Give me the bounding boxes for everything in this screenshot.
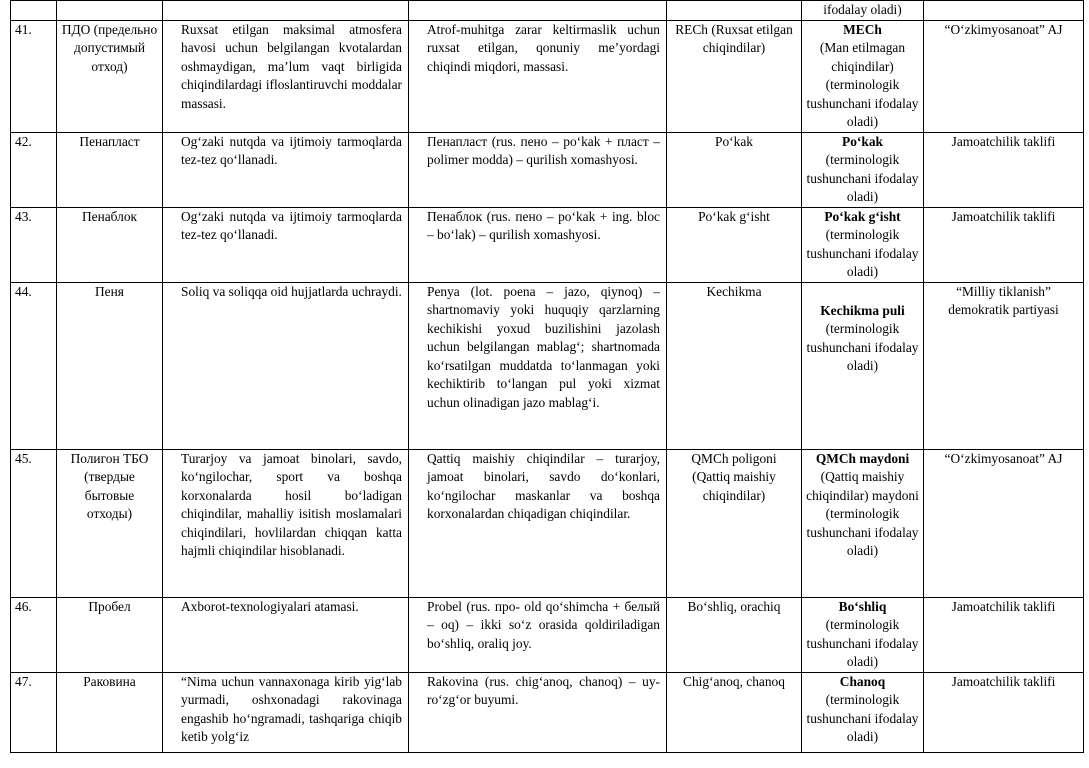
cell-term: Пенаблок [57, 207, 163, 282]
cell-usage: Turarjoy va jamoat binolari, savdo, ko‘ngilochar, sport va boshqa korxonalarda hosil bo‘ladigan chiqindilar, mahalliy isitish moslamalari chiqindilari, hovlilardan chiqqan katta hajmli chiqindilar hisoblanadi. [163, 449, 409, 597]
recommended-note: (Man etilmagan chiqindilar) (terminologik tushunchani ifodalay oladi) [806, 40, 919, 129]
recommended-term: Chanoq [839, 673, 886, 689]
cell-source: “O‘zkimyosanoat” AJ [924, 20, 1084, 132]
recommended-term: MECh [843, 21, 882, 37]
table-row [11, 672, 1084, 752]
cell-variant: Kechikma [667, 282, 802, 449]
cell-num: 43. [11, 207, 57, 282]
cell-meaning: Probel (rus. про- old qo‘shimcha + белый – oq) – ikki so‘z orasida qoldiriladigan bo‘shliq, oraliq joy. [409, 597, 667, 672]
table-row [11, 132, 1084, 207]
recommended-note: (terminologik tushunchani ifodalay oladi) [806, 617, 919, 669]
cell-num: 45. [11, 449, 57, 597]
cell-meaning: Пенаблок (rus. пено – po‘kak + ing. bloc – bo‘lak) – qurilish xomashyosi. [409, 207, 667, 282]
cell-usage: Soliq va soliqqa oid hujjatlarda uchraydi. [163, 282, 409, 449]
cell-recommended [802, 1, 924, 21]
cell-usage: Axborot-texnologiyalari atamasi. [163, 597, 409, 672]
recommended-note: (terminologik tushunchani ifodalay oladi) [806, 321, 919, 373]
cell-usage: Og‘zaki nutqda va ijtimoiy tarmoqlarda tez-tez qo‘llanadi. [163, 132, 409, 207]
cell-recommended [802, 207, 924, 282]
cell-source: Jamoatchilik taklifi [924, 207, 1084, 282]
table-row [11, 207, 1084, 282]
document-page [10, 0, 1089, 753]
cell-recommended [802, 449, 924, 597]
cell-num: 42. [11, 132, 57, 207]
cell-term [57, 1, 163, 21]
cell-variant: QMCh poligoni (Qattiq maishiy chiqindilar) [667, 449, 802, 597]
cell-source: Jamoatchilik taklifi [924, 597, 1084, 672]
cell-usage: Ruxsat etilgan maksimal atmosfera havosi uchun belgilangan kvotalardan oshmaydigan, ma’lum vaqt birligida chiqindilardagi ifloslantiruvchi moddalar massasi. [163, 20, 409, 132]
cell-source [924, 1, 1084, 21]
cell-source: Jamoatchilik taklifi [924, 672, 1084, 752]
recommended-note: (terminologik tushunchani ifodalay oladi) [806, 692, 919, 744]
cell-meaning [409, 1, 667, 21]
cell-meaning: Atrof-muhitga zarar keltirmaslik uchun ruxsat etilgan, qonuniy me’yordagi chiqindi miqdori, massasi. [409, 20, 667, 132]
cell-variant: RECh (Ruxsat etilgan chiqindilar) [667, 20, 802, 132]
cell-meaning: Qattiq maishiy chiqindilar – turarjoy, jamoat binolari, savdo do‘konlari, ko‘ngilochar maskanlar va boshqa korxonalardan chiqadigan chiqindilar. [409, 449, 667, 597]
table-row [11, 449, 1084, 597]
cell-meaning: Penya (lot. poena – jazo, qiynoq) – shartnomaviy yoki huquqiy qarzlarning kechikishi yoxud buzilishini jazolash uchun belgilangan mablag‘; shartnomada ko‘rsatilgan muddatda to‘lanmagan yoki kechiktirib to‘langan pul yoki xizmat uchun olinadigan jazo mablag‘i. [409, 282, 667, 449]
cell-variant: Po‘kak g‘isht [667, 207, 802, 282]
cell-meaning: Rakovina (rus. chig‘anoq, chanoq) – uy-ro‘zg‘or buyumi. [409, 672, 667, 752]
cell-variant: Po‘kak [667, 132, 802, 207]
cell-recommended [802, 597, 924, 672]
recommended-term: Po‘kak g‘isht [824, 208, 901, 224]
cell-variant [667, 1, 802, 21]
recommended-term: Kechikma puli [820, 302, 905, 318]
recommended-note: (terminologik tushunchani ifodalay oladi) [806, 152, 919, 204]
recommended-note: (terminologik tushunchani ifodalay oladi) [806, 227, 919, 279]
recommended-term: Bo‘shliq [838, 598, 887, 614]
cell-usage: “Nima uchun vannaxonaga kirib yig‘lab yurmadi, oshxonadagi rakovinaga engashib ho‘ngramadi, tashqariga chiqib ketib yolg‘iz [163, 672, 409, 752]
cell-term: Пробел [57, 597, 163, 672]
cell-variant: Chig‘anoq, chanoq [667, 672, 802, 752]
cell-num: 41. [11, 20, 57, 132]
cell-source: “Milliy tiklanish” demokratik partiyasi [924, 282, 1084, 449]
cell-source: “O‘zkimyosanoat” AJ [924, 449, 1084, 597]
cell-term: Раковина [57, 672, 163, 752]
recommended-note: ifodalay oladi) [823, 2, 902, 17]
table-row [11, 20, 1084, 132]
recommended-term: QMCh maydoni [815, 450, 910, 466]
cell-term: Полигон ТБО (твердые бытовые отходы) [57, 449, 163, 597]
cell-num: 47. [11, 672, 57, 752]
recommended-note: (Qattiq maishiy chiqindilar) maydoni (terminologik tushunchani ifodalay oladi) [806, 469, 919, 558]
cell-variant: Bo‘shliq, orachiq [667, 597, 802, 672]
table-row [11, 282, 1084, 449]
cell-recommended [802, 132, 924, 207]
cell-recommended [802, 282, 924, 449]
cell-meaning: Пенапласт (rus. пено – po‘kak + пласт – polimer modda) – qurilish xomashyosi. [409, 132, 667, 207]
cell-recommended [802, 20, 924, 132]
cell-usage: Og‘zaki nutqda va ijtimoiy tarmoqlarda tez-tez qo‘llanadi. [163, 207, 409, 282]
terms-table [10, 0, 1084, 753]
cell-num: 44. [11, 282, 57, 449]
cell-recommended [802, 672, 924, 752]
recommended-term: Po‘kak [842, 133, 883, 149]
table-row-continuation [11, 1, 1084, 21]
cell-term: Пеня [57, 282, 163, 449]
cell-term: ПДО (предельно допустимый отход) [57, 20, 163, 132]
cell-num: 46. [11, 597, 57, 672]
table-row [11, 597, 1084, 672]
cell-term: Пенапласт [57, 132, 163, 207]
cell-usage [163, 1, 409, 21]
cell-source: Jamoatchilik taklifi [924, 132, 1084, 207]
cell-num [11, 1, 57, 21]
